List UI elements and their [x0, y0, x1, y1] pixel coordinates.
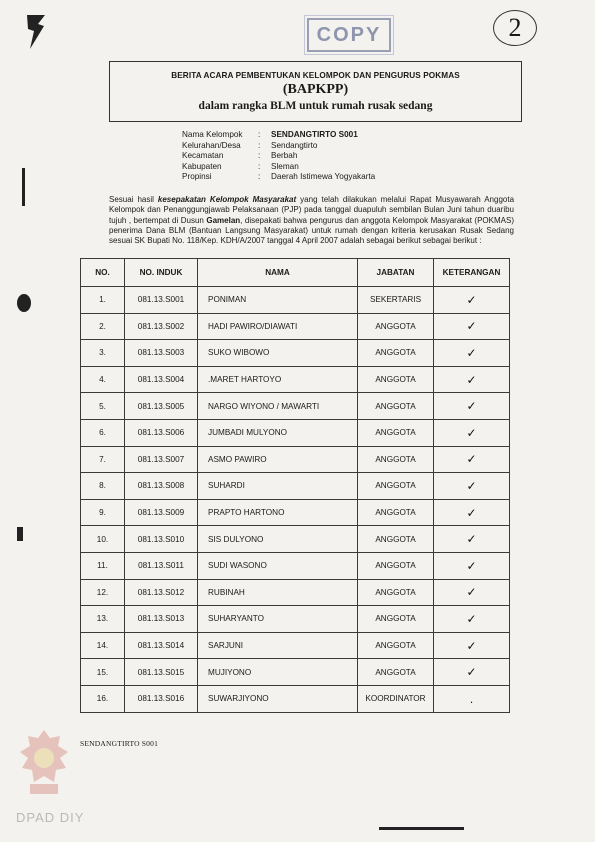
table-row: [81, 393, 510, 420]
row-keterangan: ✓: [434, 632, 510, 659]
info-label: Kelurahan/Desa: [182, 140, 241, 150]
header-title: BERITA ACARA PEMBENTUKAN KELOMPOK DAN PENGURUS POKMAS: [171, 71, 460, 80]
info-row: [182, 141, 375, 152]
table-row: [81, 446, 510, 473]
column-header-jabatan: JABATAN: [358, 259, 434, 287]
row-induk: 081.13.S007: [125, 446, 198, 473]
table-row: [81, 340, 510, 367]
row-jabatan: ANGGOTA: [358, 499, 434, 526]
row-keterangan: ✓: [434, 340, 510, 367]
paragraph-text: , disepakati bahwa pengurus dan anggota Kelompok Masyarakat (POKMAS) penerima Dana BLM (Bantuan Langsung Masyarakat) untuk rumah dengan kriteria kerusakan Rusak Sedang sesuai SK Bupati No. 118/Kep. KDH/A/2007 tanggal 4 April 2007 adalah sebagai berikut sebagai berikut :: [109, 215, 514, 246]
info-separator: :: [258, 151, 261, 160]
info-separator: :: [258, 172, 261, 181]
table-row: [81, 366, 510, 393]
intro-paragraph: [109, 195, 514, 246]
table-row: [81, 526, 510, 553]
row-keterangan: ✓: [434, 526, 510, 553]
row-induk: 081.13.S003: [125, 340, 198, 367]
row-jabatan: ANGGOTA: [358, 632, 434, 659]
info-label: Propinsi: [182, 172, 212, 181]
row-jabatan: ANGGOTA: [358, 419, 434, 446]
table-row: [81, 632, 510, 659]
table-row: [81, 473, 510, 500]
row-jabatan: ANGGOTA: [358, 659, 434, 686]
dpad-crest-icon: [14, 728, 74, 800]
row-nama: SUWARJIYONO: [198, 685, 358, 712]
column-header-nama: NAMA: [198, 259, 358, 287]
info-separator: :: [258, 161, 261, 171]
row-keterangan: ✓: [434, 393, 510, 420]
row-nama: RUBINAH: [198, 579, 358, 606]
row-number: 13.: [81, 606, 125, 633]
row-jabatan: KOORDINATOR: [358, 685, 434, 712]
row-keterangan: ✓: [434, 446, 510, 473]
row-jabatan: ANGGOTA: [358, 446, 434, 473]
info-separator: :: [258, 140, 261, 150]
table-row: [81, 313, 510, 340]
info-value: Berbah: [271, 151, 298, 160]
row-nama: SIS DULYONO: [198, 526, 358, 553]
row-jabatan: ANGGOTA: [358, 473, 434, 500]
row-keterangan: .: [434, 685, 510, 712]
row-nama: JUMBADI MULYONO: [198, 419, 358, 446]
row-induk: 081.13.S012: [125, 579, 198, 606]
row-nama: NARGO WIYONO / MAWARTI: [198, 393, 358, 420]
row-keterangan: ✓: [434, 552, 510, 579]
paragraph-emphasis: kesepakatan Kelompok Masyarakat: [157, 195, 297, 204]
table-row: [81, 287, 510, 314]
row-number: 14.: [81, 632, 125, 659]
row-nama: SARJUNI: [198, 632, 358, 659]
row-jabatan: ANGGOTA: [358, 606, 434, 633]
members-table: [80, 258, 510, 713]
row-induk: 081.13.S009: [125, 499, 198, 526]
table-header-row: [81, 259, 510, 287]
row-number: 12.: [81, 579, 125, 606]
row-nama: SUKO WIBOWO: [198, 340, 358, 367]
info-label: Nama Kelompok: [182, 130, 243, 139]
scan-speck: [17, 527, 23, 541]
row-number: 7.: [81, 446, 125, 473]
row-number: 15.: [81, 659, 125, 686]
row-induk: 081.13.S010: [125, 526, 198, 553]
row-jabatan: ANGGOTA: [358, 340, 434, 367]
row-keterangan: ✓: [434, 659, 510, 686]
row-induk: 081.13.S015: [125, 659, 198, 686]
row-keterangan: ✓: [434, 499, 510, 526]
info-row: [182, 162, 375, 173]
row-nama: SUHARYANTO: [198, 606, 358, 633]
row-induk: 081.13.S016: [125, 685, 198, 712]
header-acronym: (BAPKPP): [282, 82, 349, 97]
row-keterangan: ✓: [434, 473, 510, 500]
header-subtitle: dalam rangka BLM untuk rumah rusak sedang: [198, 100, 433, 112]
row-keterangan: ✓: [434, 606, 510, 633]
row-number: 9.: [81, 499, 125, 526]
row-induk: 081.13.S004: [125, 366, 198, 393]
paragraph-dusun: Gamelan: [206, 215, 241, 225]
row-nama: SUDI WASONO: [198, 552, 358, 579]
row-keterangan: ✓: [434, 419, 510, 446]
row-nama: PONIMAN: [198, 287, 358, 314]
row-number: 3.: [81, 340, 125, 367]
info-row: [182, 151, 375, 162]
row-number: 11.: [81, 552, 125, 579]
info-value: Sendangtirto: [271, 140, 318, 150]
info-value: SENDANGTIRTO S001: [271, 130, 358, 139]
document-header: [109, 61, 522, 122]
row-number: 2.: [81, 313, 125, 340]
table-row: [81, 499, 510, 526]
row-nama: SUHARDI: [198, 473, 358, 500]
info-separator: :: [258, 130, 261, 139]
info-value: Sleman: [271, 161, 299, 171]
copy-stamp: COPY: [307, 18, 391, 52]
row-jabatan: ANGGOTA: [358, 552, 434, 579]
info-value: Daerah Istimewa Yogyakarta: [271, 172, 376, 181]
row-number: 6.: [81, 419, 125, 446]
paragraph-text: Sesuai hasil: [109, 195, 158, 204]
row-keterangan: ✓: [434, 313, 510, 340]
info-row: [182, 172, 375, 183]
row-keterangan: ✓: [434, 366, 510, 393]
page-number: 2: [493, 10, 537, 46]
info-label: Kabupaten: [182, 161, 222, 171]
column-header-keterangan: KETERANGAN: [434, 259, 510, 287]
row-induk: 081.13.S002: [125, 313, 198, 340]
row-jabatan: SEKERTARIS: [358, 287, 434, 314]
row-number: 5.: [81, 393, 125, 420]
row-induk: 081.13.S006: [125, 419, 198, 446]
group-info: [182, 130, 375, 183]
table-row: [81, 606, 510, 633]
row-induk: 081.13.S014: [125, 632, 198, 659]
scan-speck: [22, 168, 25, 206]
row-jabatan: ANGGOTA: [358, 313, 434, 340]
info-label: Kecamatan: [182, 151, 224, 160]
table-row: [81, 419, 510, 446]
row-number: 1.: [81, 287, 125, 314]
row-nama: MUJIYONO: [198, 659, 358, 686]
row-keterangan: ✓: [434, 287, 510, 314]
table-row: [81, 685, 510, 712]
row-nama: PRAPTO HARTONO: [198, 499, 358, 526]
watermark-text: DPAD DIY: [16, 810, 85, 825]
row-induk: 081.13.S011: [125, 552, 198, 579]
corner-mark-icon: [26, 14, 46, 50]
row-number: 16.: [81, 685, 125, 712]
row-nama: HADI PAWIRO/DIAWATI: [198, 313, 358, 340]
column-header-no: NO.: [81, 259, 125, 287]
row-jabatan: ANGGOTA: [358, 579, 434, 606]
table-row: [81, 552, 510, 579]
row-induk: 081.13.S005: [125, 393, 198, 420]
row-induk: 081.13.S008: [125, 473, 198, 500]
table-row: [81, 579, 510, 606]
column-header-induk: NO. INDUK: [125, 259, 198, 287]
members-table-body: [81, 287, 510, 713]
row-nama: ASMO PAWIRO: [198, 446, 358, 473]
row-number: 10.: [81, 526, 125, 553]
row-induk: 081.13.S001: [125, 287, 198, 314]
table-row: [81, 659, 510, 686]
paragraph-text: yang telah dilakukan melalui Rapat Musyawarah Anggota Kelompok dan Penanggungjawab Pelaksanaan (PJP) pada tanggal duapuluh sembilan Bulan Juni tahun duaribu tujuh , bertempat di Dusun: [109, 195, 515, 225]
footer-group-code: SENDANGTIRTO S001: [80, 739, 159, 748]
scan-bar: [379, 827, 464, 830]
row-jabatan: ANGGOTA: [358, 366, 434, 393]
row-keterangan: ✓: [434, 579, 510, 606]
row-nama: .MARET HARTOYO: [198, 366, 358, 393]
row-number: 8.: [81, 473, 125, 500]
row-jabatan: ANGGOTA: [358, 393, 434, 420]
row-jabatan: ANGGOTA: [358, 526, 434, 553]
row-induk: 081.13.S013: [125, 606, 198, 633]
scan-speck: [17, 294, 31, 312]
row-number: 4.: [81, 366, 125, 393]
info-row: [182, 130, 375, 141]
